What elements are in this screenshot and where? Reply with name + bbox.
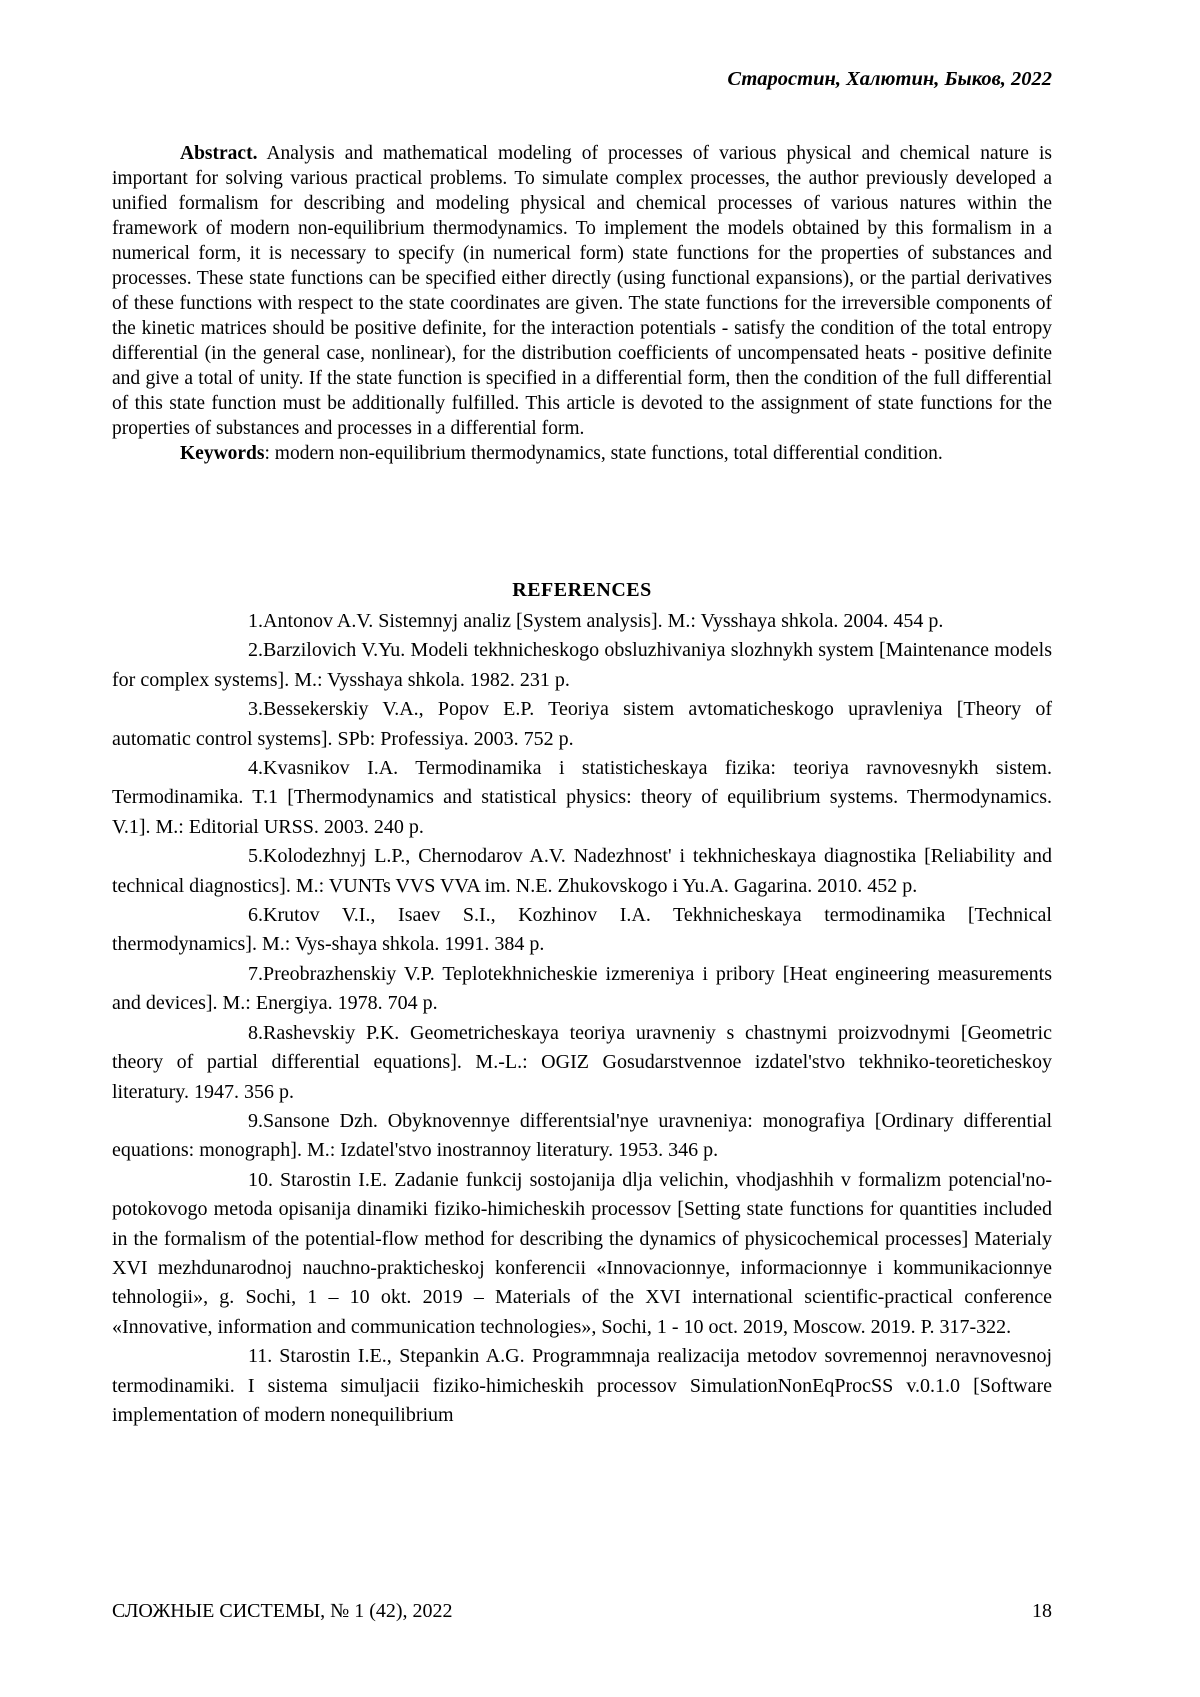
reference-number: 8.: [248, 1021, 263, 1044]
references-heading: REFERENCES: [512, 579, 652, 601]
reference-number: 5.: [248, 845, 263, 868]
reference-number: 3.: [248, 698, 263, 721]
reference-text: Starostin I.E. Zadanie funkcij sostojanija dlja velichin, vhodjashhih v formalizm potencial'no-potokovogo metoda opisanija dinamiki fiziko-himicheskih processov [Setting state functions for quantities included in the formalism of the potential-flow method for describing the dynamics of physicochemical processes] Materialy XVI mezhdunarodnoj nauchno-prakticheskoj konferencii «Innovacionnye, informacionnye i kommunikacionnye tehnologii», g. Sochi, 1 – 10 okt. 2019 – Materials of the XVI international scientific-practical conference «Innovative, information and communication technologies», Sochi, 1 - 10 oct. 2019, Moscow. 2019. P. 317-322.: [112, 1168, 1052, 1338]
reference-text: Barzilovich V.Yu. Modeli tekhnicheskogo obsluzhivaniya slozhnykh system [Maintenance models for complex systems]. M.: Vysshaya shkola. 1982. 231 p.: [112, 639, 1052, 691]
keywords-paragraph: [112, 441, 1052, 466]
reference-number: 2.: [248, 639, 263, 662]
reference-item: [112, 1342, 1052, 1430]
reference-item: [112, 1107, 1052, 1166]
footer-journal-title: СЛОЖНЫЕ СИСТЕМЫ, № 1 (42), 2022: [112, 1600, 453, 1622]
reference-item: [112, 960, 1052, 1019]
reference-text: Sansone Dzh. Obyknovennye differentsial'nye uravneniya: monografiya [Ordinary differential equations: monograph]. M.: Izdatel'stvo inostrannoy literatury. 1953. 346 p.: [112, 1109, 1052, 1162]
reference-number: 1.: [248, 610, 263, 632]
reference-number: 6.: [248, 904, 263, 927]
keywords-text: modern non-equilibrium thermodynamics, state functions, total differential condition.: [274, 443, 943, 464]
running-header-authors: Старостин, Халютин, Быков, 2022: [727, 68, 1052, 90]
reference-text: Preobrazhenskiy V.P. Teplotekhnicheskie izmereniya i pribory [Heat engineering measurements and devices]. M.: Energiya. 1978. 704 p.: [112, 962, 1052, 1015]
reference-text: Kvasnikov I.A. Termodinamika i statisticheskaya fizika: teoriya ravnovesnykh sistem. Termodinamika. T.1 [Thermodynamics and statistical physics: theory of equilibrium systems. Thermodynamics. V.1]. M.: Editorial URSS. 2003. 240 p.: [112, 757, 1052, 838]
references-section-heading-wrap: [112, 577, 1052, 603]
reference-item: [112, 901, 1052, 960]
keywords-colon: :: [264, 443, 270, 464]
reference-number: 4.: [248, 757, 263, 780]
reference-item: [112, 842, 1052, 901]
reference-number: 7.: [248, 962, 263, 985]
reference-number: 9.: [248, 1109, 263, 1132]
reference-text: Bessekerskiy V.A., Popov E.P. Teoriya sistem avtomaticheskogo upravleniya [Theory of automatic control systems]. SPb: Professiya. 2003. 752 p.: [112, 698, 1052, 750]
reference-item: [112, 754, 1052, 842]
reference-item: [112, 1166, 1052, 1342]
footer-page-number: 18: [1032, 1600, 1052, 1622]
references-list: [112, 607, 1052, 1430]
reference-text: Antonov A.V. Sistemnyj analiz [System analysis]. M.: Vysshaya shkola. 2004. 454 p.: [263, 610, 944, 632]
reference-item: [112, 1019, 1052, 1107]
page-footer: [112, 1598, 1052, 1624]
reference-item: [112, 695, 1052, 754]
reference-text: Krutov V.I., Isaev S.I., Kozhinov I.A. Tekhnicheskaya termodinamika [Technical thermodynamics]. M.: Vys-shaya shkola. 1991. 384 p.: [112, 904, 1052, 956]
reference-item: [112, 607, 1052, 636]
abstract-label: Abstract.: [180, 143, 258, 164]
reference-item: [112, 636, 1052, 695]
reference-number: 11.: [248, 1345, 273, 1368]
abstract-paragraph: [112, 141, 1052, 441]
reference-text: Kolodezhnyj L.P., Chernodarov A.V. Nadezhnost' i tekhnicheskaya diagnostika [Reliability and technical diagnostics]. M.: VUNTs VVS VVA im. N.E. Zhukovskogo i Yu.A. Gagarina. 2010. 452 p.: [112, 845, 1052, 897]
reference-text: Starostin I.E., Stepankin A.G. Programmnaja realizacija metodov sovremennoj neravnovesnoj termodinamiki. I sistema simuljacii fiziko-himicheskih processov SimulationNonEqProcSS v.0.1.0 [Software implementation of modern nonequilibrium: [112, 1345, 1052, 1426]
keywords-label: Keywords: [180, 443, 265, 464]
reference-text: Rashevskiy P.K. Geometricheskaya teoriya uravneniy s chastnymi proizvodnymi [Geometric theory of partial differential equations]. M.-L.: OGIZ Gosudarstvennoe izdatel'stvo tekhniko-teoreticheskoy literatury. 1947. 356 p.: [112, 1021, 1052, 1103]
reference-number: 10.: [248, 1168, 273, 1191]
abstract-section: [112, 141, 1052, 466]
abstract-text: Analysis and mathematical modeling of processes of various physical and chemical nature is important for solving various practical problems. To simulate complex processes, the author previously developed a unified formalism for describing and modeling physical and chemical processes of various natures within the framework of modern non-equilibrium thermodynamics. To implement the models obtained by this formalism in a numerical form, it is necessary to specify (in numerical form) state functions for the properties of substances and processes. These state functions can be specified either directly (using functional expansions), or the partial derivatives of these functions with respect to the state coordinates are given. The state functions for the irreversible components of the kinetic matrices should be positive definite, for the interaction potentials - satisfy the condition of the total entropy differential (in the general case, nonlinear), for the distribution coefficients of uncompensated heats - positive definite and give a total of unity. If the state function is specified in a differential form, then the condition of the full differential of this state function must be additionally fulfilled. This article is devoted to the assignment of state functions for the properties of substances and processes in a differential form.: [112, 143, 1052, 439]
